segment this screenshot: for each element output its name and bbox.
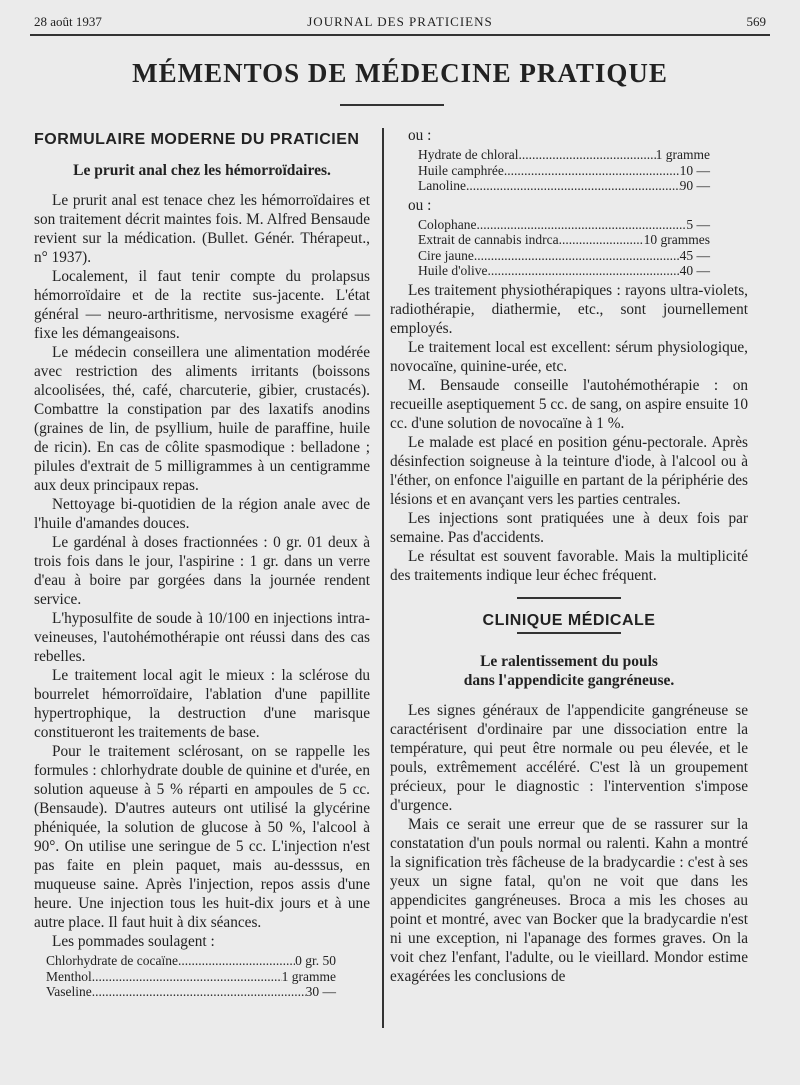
article-title-line1: Le ralentissement du pouls bbox=[480, 652, 658, 670]
quantity: 40 — bbox=[679, 263, 710, 278]
paragraph: Le prurit anal est tenace chez les hémorroïdaires et son traitement décrit maintes fois. M. Alfred Bensaude revient sur la médication. (Bullet. Génér. Thérapeut., n° 1937). bbox=[34, 192, 370, 266]
ingredient: Cire jaune bbox=[418, 247, 474, 263]
ou-label: ou : bbox=[408, 196, 432, 214]
section-rule bbox=[517, 632, 621, 634]
ingredient: Menthol bbox=[46, 968, 92, 984]
ou-label: ou : bbox=[408, 127, 432, 144]
paragraph: Nettoyage bi-quotidien de la région anale avec de l'huile d'amandes douces. bbox=[34, 496, 370, 532]
quantity: 1 gramme bbox=[655, 147, 710, 162]
section-heading-formulaire: FORMULAIRE MODERNE DU PRATICIEN bbox=[34, 131, 360, 148]
prescription-row bbox=[418, 147, 710, 163]
paragraph: Le traitement local est excellent: sérum physiologique, novocaïne, quinine-urée, etc. bbox=[390, 338, 748, 375]
ingredient: Vaseline bbox=[46, 984, 92, 999]
prescription-list bbox=[418, 217, 710, 279]
right-column bbox=[390, 126, 748, 986]
paragraph: Le gardénal à doses fractionnées : 0 gr. 01 deux à trois fois dans le jour, l'aspirine : 1 gr. dans un verre d'eau à boire par gorgées dans la journée rendent service. bbox=[34, 534, 370, 608]
quantity: 1 gramme bbox=[281, 968, 336, 984]
paragraph: Le traitement local agit le mieux : la sclérose du bourrelet hémorroïdaire, l'ablation d'une papillite hypertrophique, la destruction d'une marisque constitueront les traitements de base. bbox=[34, 667, 370, 741]
paragraph: M. Bensaude conseille l'autohémothérapie : on recueille aseptiquement 5 cc. de sang, on aspire ensuite 10 cc. d'une solution de novocaïne à 1 %. bbox=[390, 376, 748, 432]
prescription-row bbox=[418, 163, 710, 179]
prescription-list bbox=[46, 953, 336, 1000]
paragraph: L'hyposulfite de soude à 10/100 en injections intra-veineuses, l'autohémothérapie ont réussi dans des cas rebelles. bbox=[34, 610, 370, 665]
section-heading-clinique: CLINIQUE MÉDICALE bbox=[482, 611, 656, 629]
ingredient: Hydrate de chloral bbox=[418, 147, 519, 162]
paragraph: Le résultat est souvent favorable. Mais la multiplicité des traitements indique leur échec fréquent. bbox=[390, 547, 748, 584]
paragraph: Mais ce serait une erreur que de se rassurer sur la constatation d'un pouls normal ou ralenti. Kahn a montré la signification très fâcheuse de la bradycardie : c'est à ses yeux un signe fatal, qu'on ne voit que dans les appendicites gangréneuses. Broca a mis les choses au point et montré, avec van Bocker que la bradycardie n'est ni une exception, ni l'apanage des formes graves. On la voit chez l'enfant, l'adulte, ou le vieillard. Mondor estime exagérées les conclusions de bbox=[390, 815, 748, 985]
page-header bbox=[34, 14, 766, 32]
left-column bbox=[34, 130, 370, 1002]
prescription-row bbox=[418, 232, 710, 248]
ingredient: Huile camphrée bbox=[418, 162, 504, 178]
ingredient: Chlorhydrate de cocaïne bbox=[46, 953, 178, 968]
quantity: 10 grammes bbox=[643, 232, 710, 247]
paragraph: Les injections sont pratiquées une à deux fois par semaine. Pas d'accidents. bbox=[390, 509, 748, 546]
article-title-prurit: Le prurit anal chez les hémorroïdaires. bbox=[73, 162, 331, 179]
column-divider bbox=[382, 128, 384, 1028]
prescription-row bbox=[418, 248, 710, 264]
paragraph: Localement, il faut tenir compte du prolapsus hémorroïdaire et de la rectite sus-jacente. L'état général — neuro-arthritisme, nervosisme exagéré — fixe les démangeaisons. bbox=[34, 268, 370, 342]
journal-name: JOURNAL DES PRATICIENS bbox=[307, 14, 493, 29]
paragraph: Pour le traitement sclérosant, on se rappelle les formules : chlorhydrate double de quinine et d'urée, en solution aqueuse à 5 % réparti en ampoules de 5 cc. (Bensaude). D'autres auteurs ont utilisé la glycérine phéniquée, la solution de glucose à 50 %, l'alcool à 90°. On utilise une seringue de 5 cc. L'injection n'est pas faite en plein paquet, mais au-desssus, en muqueuse saine. Après l'injection, repos assis d'une heure. Une injection tous les huit-dix jours et à une autre place. Il faut huit à dix séances. bbox=[34, 743, 370, 931]
prescription-row bbox=[418, 263, 710, 279]
prescription-row bbox=[418, 217, 710, 233]
prescription-row bbox=[46, 984, 336, 1000]
header-rule bbox=[30, 34, 770, 36]
prescription-row bbox=[418, 178, 710, 194]
ingredient: Colophane bbox=[418, 216, 477, 232]
article-title-line2: dans l'appendicite gangréneuse. bbox=[463, 671, 675, 689]
paragraph: Les pommades soulagent : bbox=[52, 933, 215, 950]
paragraph: Les traitement physiothérapiques : rayons ultra-violets, radiothérapie, diathermie, etc., sont journellement employés. bbox=[390, 281, 748, 337]
issue-date: 28 août 1937 bbox=[34, 14, 102, 29]
quantity: 30 — bbox=[305, 984, 336, 999]
page-number: 569 bbox=[746, 14, 766, 29]
paragraph: Le médecin conseillera une alimentation modérée avec restriction des aliments irritants (boissons alcoolisées, thé, café, charcuterie, gibier, crustacés). Combattre la constipation par des laxatifs anodins (graines de lin, de psyllium, huile de paraffine, huile de ricin). En cas de côlite spasmodique : belladone ; pilules d'extrait de 5 milligrammes à un centigramme aux deux principaux repas. bbox=[34, 344, 370, 494]
quantity: 90 — bbox=[679, 178, 710, 193]
ingredient: Extrait de cannabis indrca bbox=[418, 232, 559, 247]
ingredient: Huile d'olive bbox=[418, 263, 488, 278]
quantity: 10 — bbox=[679, 162, 710, 178]
ingredient: Lanoline bbox=[418, 178, 466, 193]
quantity: 0 gr. 50 bbox=[295, 953, 336, 968]
section-rule bbox=[517, 597, 621, 599]
paragraph: Les signes généraux de l'appendicite gangréneuse se caractérisent d'ordinaire par une dissociation entre la température, qui peut être normale ou peu élevée, et le pouls, extrêmement accéléré. C'est là un groupement précieux, pour le diagnostic : l'intervention s'impose d'urgence. bbox=[390, 701, 748, 814]
prescription-list bbox=[418, 147, 710, 194]
paragraph: Le malade est placé en position génu-pectorale. Après désinfection soigneuse à la teinture d'iode, à l'alcool ou à l'éther, on enfonce l'aiguille en partant de la périphérie des lésions et en avançant vers les parties centrales. bbox=[390, 433, 748, 508]
page-title: MÉMENTOS DE MÉDECINE PRATIQUE bbox=[132, 58, 668, 88]
quantity: 5 — bbox=[686, 216, 710, 232]
quantity: 45 — bbox=[679, 247, 710, 263]
title-rule bbox=[340, 104, 444, 106]
prescription-row bbox=[46, 969, 336, 985]
prescription-row bbox=[46, 953, 336, 969]
